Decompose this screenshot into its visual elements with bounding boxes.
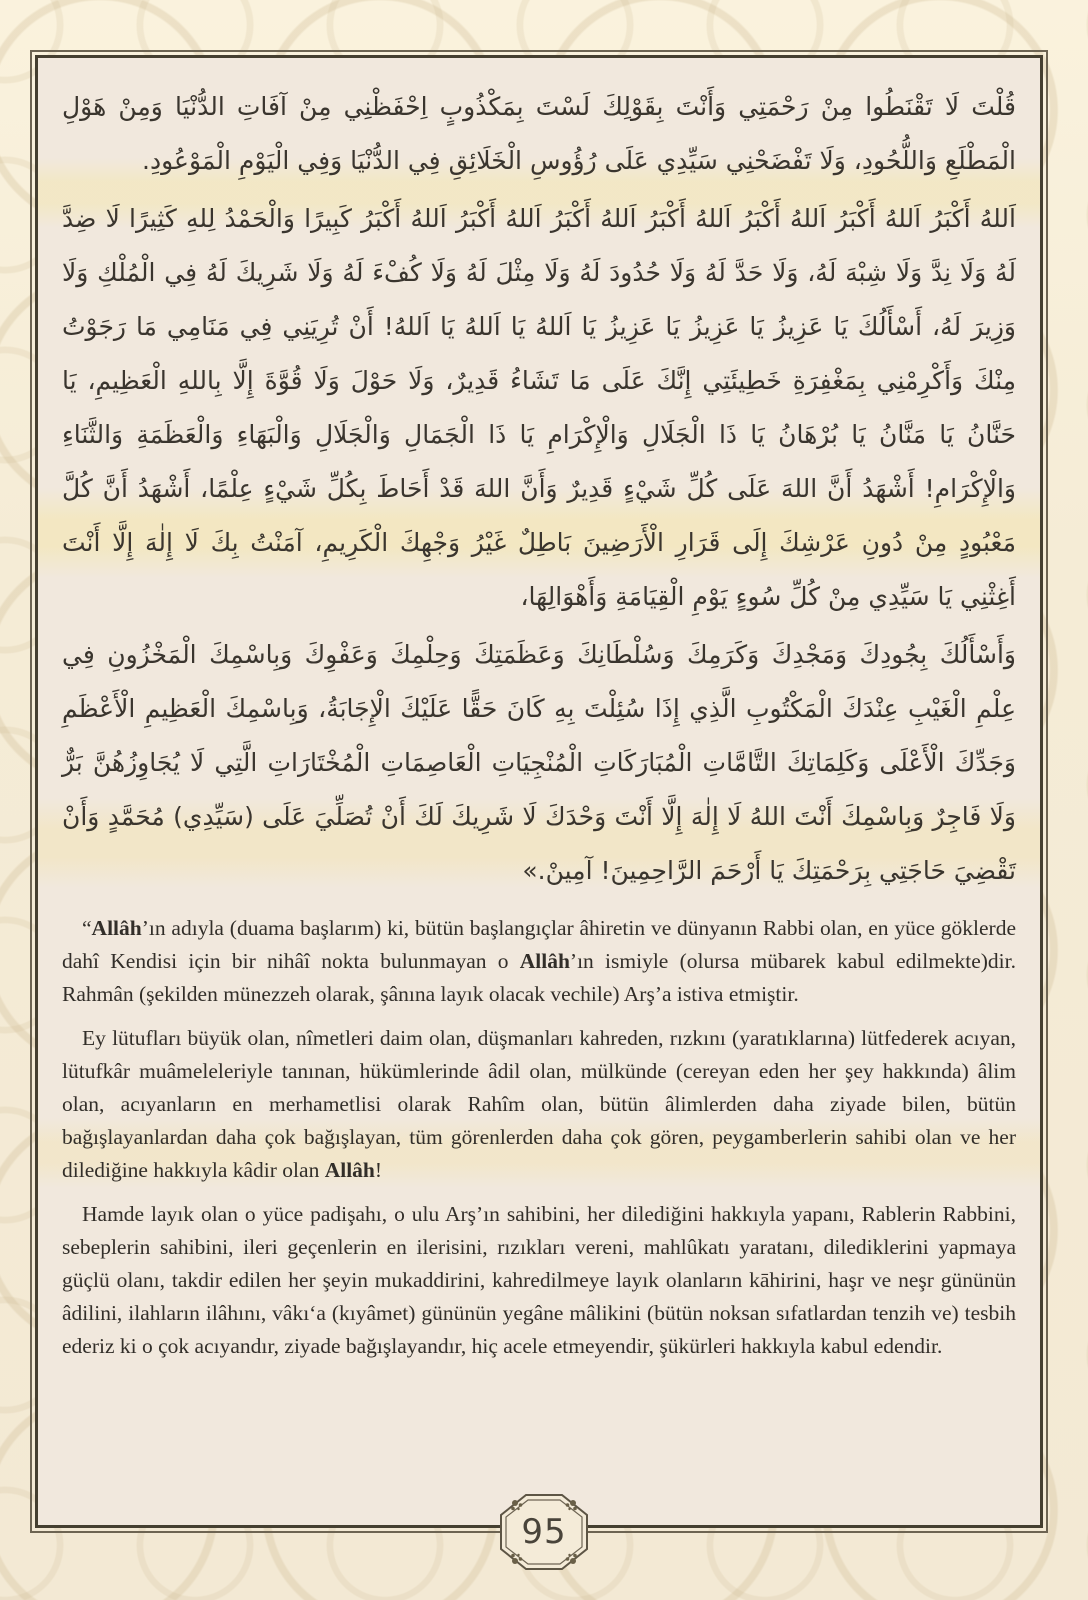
arabic-paragraph: اَللهُ أَكْبَرُ اَللهُ أَكْبَرُ اَللهُ أَكْبَرُ اَللهُ أَكْبَرُ اَللهُ أَكْبَرُ اَللهُ أَكْبَرُ اَللهُ أَكْبَرُ كَبِيرًا وَالْحَمْدُ لِلهِ كَثِيرًا لَا ضِدَّ لَهُ وَلَا نِدَّ وَلَا شِبْهَ لَهُ، وَلَا حَدَّ لَهُ وَلَا حُدُودَ لَهُ وَلَا مِثْلَ لَهُ وَلَا كُفْءَ لَهُ وَلَا شَرِيكَ لَهُ فِي الْمُلْكِ وَلَا وَزِيرَ لَهُ، أَسْأَلُكَ يَا عَزِيزُ يَا عَزِيزُ يَا عَزِيزُ يَا اَللهُ يَا اَللهُ يَا اَللهُ! أَنْ تُرِيَنِي فِي مَنَامِي مَا رَجَوْتُ مِنْكَ وَأَكْرِمْنِي بِمَغْفِرَةِ خَطِيئَتِي إِنَّكَ عَلَى مَا تَشَاءُ قَدِيرٌ، وَلَا حَوْلَ وَلَا قُوَّةَ إِلَّا بِاللهِ الْعَظِيمِ، يَا حَنَّانُ يَا مَنَّانُ يَا بُرْهَانُ يَا ذَا الْجَلَالِ وَالْإِكْرَامِ يَا ذَا الْجَمَالِ وَالْجَلَالِ وَالْبَهَاءِ وَالْعَظَمَةِ وَالثَّنَاءِ وَالْإِكْرَامِ! أَشْهَدُ أَنَّ اللهَ عَلَى كُلِّ شَيْءٍ قَدِيرٌ وَأَنَّ اللهَ قَدْ أَحَاطَ بِكُلِّ شَيْءٍ عِلْمًا، أَشْهَدُ أَنَّ كُلَّ مَعْبُودٍ مِنْ دُونِ عَرْشِكَ إِلَى قَرَارِ الْأَرَضِينَ بَاطِلٌ غَيْرُ وَجْهِكَ الْكَرِيمِ، آمَنْتُ بِكَ لَا إِلٰهَ إِلَّا أَنْتَ أَغِثْنِي يَا سَيِّدِي مِنْ كُلِّ سُوءٍ يَوْمِ الْقِيَامَةِ وَأَهْوَالِهَا، (62, 204, 1016, 611)
page-frame (30, 50, 1048, 1533)
arabic-paragraph: وَأَسْأَلُكَ بِجُودِكَ وَمَجْدِكَ وَكَرَمِكَ وَسُلْطَانِكَ وَعَظَمَتِكَ وَحِلْمِكَ وَعَفْوِكَ وَبِاسْمِكَ الْمَخْزُونِ فِي عِلْمِ الْغَيْبِ عِنْدَكَ الْمَكْتُوبِ الَّذِي إِذَا سُئِلْتَ بِهِ كَانَ حَقًّا عَلَيْكَ الْإِجَابَةُ، وَبِاسْمِكَ الْعَظِيمِ الْأَعْظَمِ وَجَدِّكَ الْأَعْلَى وَكَلِمَاتِكَ التَّامَّاتِ الْمُبَارَكَاتِ الْمُنْجِيَاتِ الْعَاصِمَاتِ الْمُخْتَارَاتِ الَّتِي لَا يُجَاوِزُهُنَّ بَرٌّ وَلَا فَاجِرٌ وَبِاسْمِكَ أَنْتَ اللهُ لَا إِلٰهَ إِلَّا أَنْتَ وَحْدَكَ لَا شَرِيكَ لَكَ أَنْ تُصَلِّيَ عَلَى (سَيِّدِي) مُحَمَّدٍ وَأَنْ تَقْضِيَ حَاجَتِي بِرَحْمَتِكَ يَا أَرْحَمَ الرَّاحِمِينَ! آمِينْ.» (62, 640, 1016, 885)
turkish-paragraph: “Allâh’ın adıyla (duama başlarım) ki, bütün başlangıçlar âhiretin ve dünyanın Rabbi olan, en yüce göklerde dahî Kendisi için bir nihâî nokta bulunmayan o Allâh’ın ismiyle (olursa mübarek kabul edilmekte)dir. Rahmân (şekilden münezzeh olarak, şânına layık olacak vechile) Arş’a istiva etmiştir. (62, 916, 1016, 1006)
turkish-text (62, 912, 1016, 1363)
arabic-paragraph: قُلْتَ لَا تَقْنَطُوا مِنْ رَحْمَتِي وَأَنْتَ بِقَوْلِكَ لَسْتَ بِمَكْذُوبٍ اِحْفَظْنِي مِنْ آفَاتِ الدُّنْيَا وَمِنْ هَوْلِ الْمَطْلَعِ وَاللُّحُودِ، وَلَا تَفْضَحْنِي سَيِّدِي عَلَى رُؤُوسِ الْخَلَائِقِ فِي الدُّنْيَا وَفِي الْيَوْمِ الْمَوْعُودِ. (62, 92, 1016, 175)
turkish-paragraph: Hamde layık olan o yüce padişahı, o ulu Arş’ın sahibini, her dilediğini hakkıyla yapanı, Rablerin Rabbini, sebeplerin sahibini, ileri geçenlerin en ilerisini, rızıkları vereni, mahlûkatı yaratanı, dilediklerini yapmaya güçlü olanı, takdir edilen her şeyin mukaddirini, kahredilmeye layık olanların kāhirini, haşr ve neşr gününün âdilini, ilahların ilâhını, vâkı‘a (kıyâmet) gününün yegâne mâlikini (bütün noksan sıfatlardan tenzih ve) tesbih ederiz ki o çok acıyandır, ziyade bağışlayandır, hiç acele etmeyendir, şükürleri hakkıyla kabul edendir. (62, 1202, 1016, 1358)
arabic-text (62, 80, 1016, 898)
turkish-paragraph: Ey lütufları büyük olan, nîmetleri daim olan, düşmanları kahreden, rızkını (yaratıklarına) lütfederek acıyan, lütufkâr muâmeleleriyle tanınan, hükümlerinde âdil olan, mülkünde (cereyan eden her şey hakkında) âlim olan, acıyanların en merhametlisi olarak Rahîm olan, bütün âlimlerden daha ziyade bilen, bütün bağışlayanlardan daha çok bağışlayan, tüm görenlerden daha çok gören, peygamberlerin sahibi olan ve her dilediğine hakkıyla kâdir olan Allâh! (62, 1026, 1016, 1182)
page-content (38, 58, 1040, 1525)
page-number-cartouche (496, 1490, 592, 1574)
page-number: 95 (521, 1512, 567, 1552)
page-frame-inner (35, 55, 1043, 1528)
